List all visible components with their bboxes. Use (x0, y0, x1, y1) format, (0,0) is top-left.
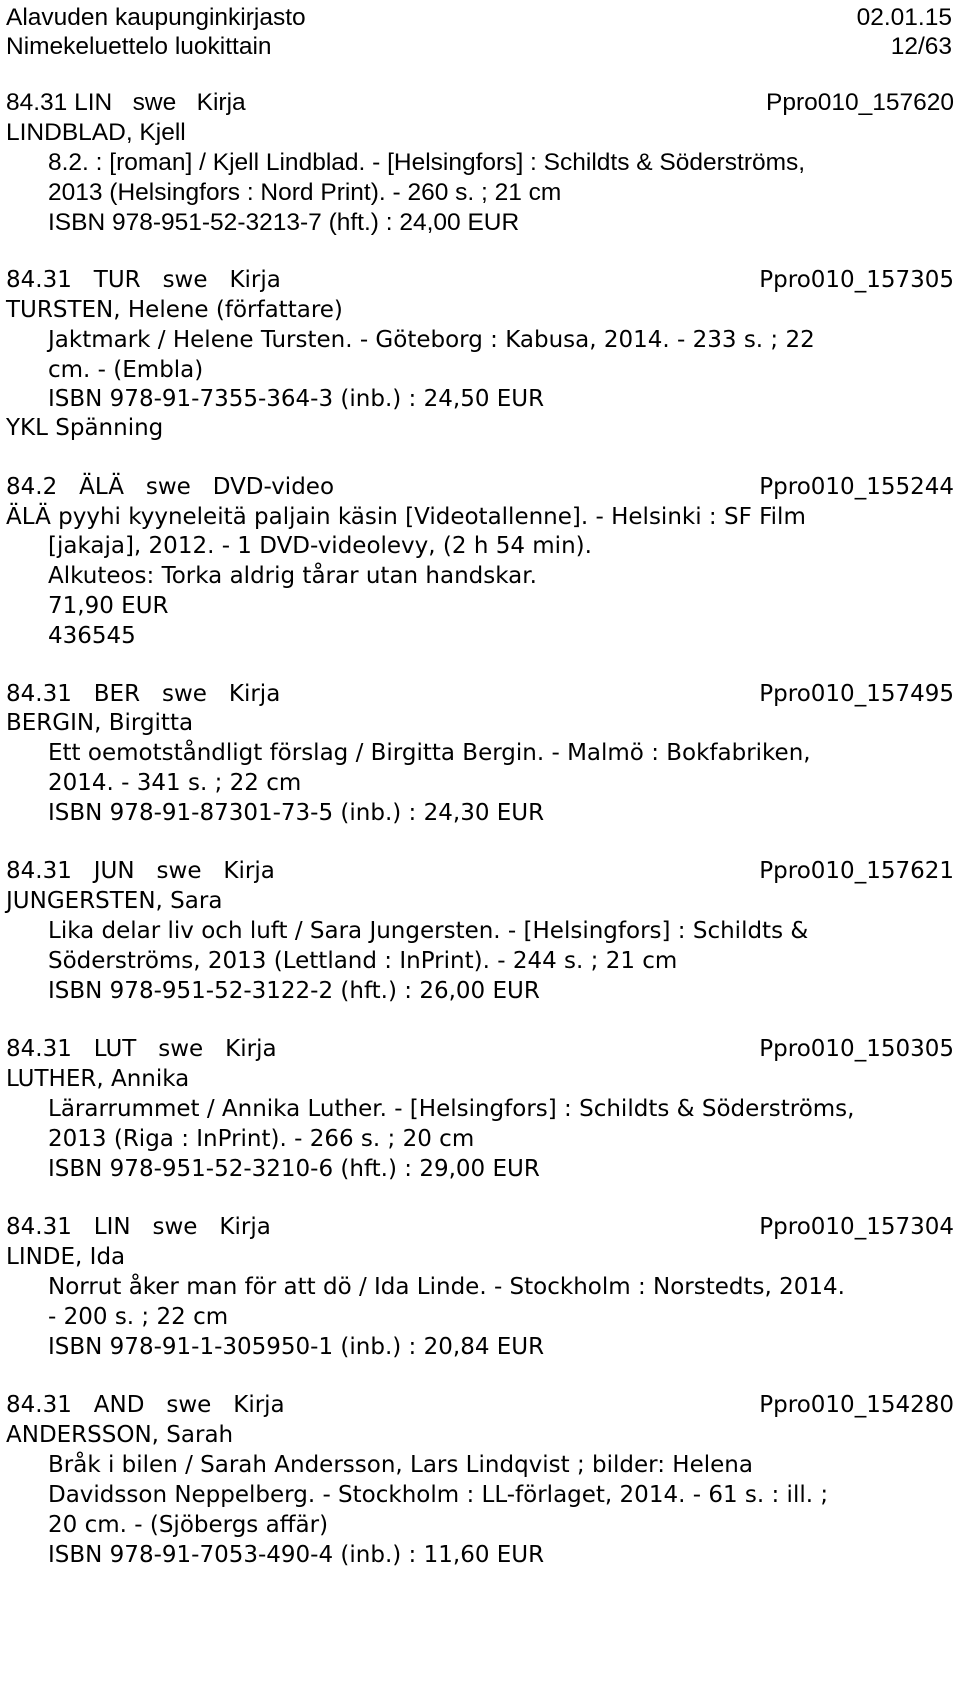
record-line: 2013 (Helsingfors : Nord Print). - 260 s. ; 21 cm (48, 179, 562, 206)
record-line: Lika delar liv och luft / Sara Jungersten. - [Helsingfors] : Schildts & (48, 918, 809, 944)
record-heading: 84.31 BER swe Kirja (6, 681, 281, 707)
record-id: Ppro010_157621 (759, 858, 954, 884)
record-id: Ppro010_157305 (759, 267, 954, 293)
record-line: 20 cm. - (Sjöbergs affär) (48, 1512, 329, 1538)
record-author: BERGIN, Birgitta (6, 710, 194, 736)
library-name: Alavuden kaupunginkirjasto (6, 4, 306, 31)
record-line: Davidsson Neppelberg. - Stockholm : LL-förlaget, 2014. - 61 s. : ill. ; (48, 1482, 829, 1508)
record-author: ANDERSSON, Sarah (6, 1422, 234, 1448)
record-id: Ppro010_157304 (759, 1214, 954, 1240)
record-heading: 84.31 JUN swe Kirja (6, 858, 275, 884)
report-title: Nimekeluettelo luokittain (6, 33, 272, 60)
record-author: LUTHER, Annika (6, 1066, 190, 1092)
record-classification: YKL Spänning (6, 415, 164, 441)
record-heading: 84.31 LIN swe Kirja (6, 1214, 271, 1240)
record-title: ÄLÄ pyyhi kyyneleitä paljain käsin [Videotallenne]. - Helsinki : SF Film (6, 504, 806, 530)
record-line: 436545 (48, 623, 136, 649)
record-id: Ppro010_157495 (759, 681, 954, 707)
record-line: 71,90 EUR (48, 593, 169, 619)
record-heading: 84.31 TUR swe Kirja (6, 267, 281, 293)
record-line: Söderströms, 2013 (Lettland : InPrint). - 244 s. ; 21 cm (48, 948, 678, 974)
print-date: 02.01.15 (856, 4, 952, 31)
record-line: ISBN 978-91-87301-73-5 (inb.) : 24,30 EUR (48, 800, 545, 826)
record-line: Ett oemotståndligt förslag / Birgitta Bergin. - Malmö : Bokfabriken, (48, 740, 811, 766)
record-id: Ppro010_157620 (765, 89, 954, 116)
record-line: Norrut åker man för att dö / Ida Linde. - Stockholm : Norstedts, 2014. (48, 1274, 845, 1300)
record-line: ISBN 978-91-7053-490-4 (inb.) : 11,60 EUR (48, 1542, 545, 1568)
record-line: ISBN 978-91-1-305950-1 (inb.) : 20,84 EUR (48, 1334, 545, 1360)
record-line: ISBN 978-91-7355-364-3 (inb.) : 24,50 EUR (48, 386, 545, 412)
record-line: ISBN 978-951-52-3213-7 (hft.) : 24,00 EUR (48, 209, 520, 236)
record-heading: 84.31 AND swe Kirja (6, 1392, 285, 1418)
record-id: Ppro010_154280 (759, 1392, 954, 1418)
record-heading: 84.2 ÄLÄ swe DVD-video (6, 474, 335, 500)
record-author: JUNGERSTEN, Sara (6, 888, 223, 914)
record-author: TURSTEN, Helene (författare) (6, 297, 343, 323)
record-id: Ppro010_155244 (759, 474, 954, 500)
record-line: - 200 s. ; 22 cm (48, 1304, 229, 1330)
record-line: ISBN 978-951-52-3210-6 (hft.) : 29,00 EUR (48, 1156, 540, 1182)
record-line: 2014. - 341 s. ; 22 cm (48, 770, 302, 796)
record-line: Lärarrummet / Annika Luther. - [Helsingfors] : Schildts & Söderströms, (48, 1096, 855, 1122)
record-line: 8.2. : [roman] / Kjell Lindblad. - [Helsingfors] : Schildts & Söderströms, (48, 149, 806, 176)
page-number: 12/63 (890, 33, 952, 60)
record-line: ISBN 978-951-52-3122-2 (hft.) : 26,00 EUR (48, 978, 540, 1004)
record-line: cm. - (Embla) (48, 357, 204, 383)
record-heading: 84.31 LIN swe Kirja (6, 89, 246, 116)
record-line: Jaktmark / Helene Tursten. - Göteborg : Kabusa, 2014. - 233 s. ; 22 (48, 327, 815, 353)
record-id: Ppro010_150305 (759, 1036, 954, 1062)
record-line: 2013 (Riga : InPrint). - 266 s. ; 20 cm (48, 1126, 475, 1152)
record-line: [jakaja], 2012. - 1 DVD-videolevy, (2 h 54 min). (48, 533, 592, 559)
record-line: Alkuteos: Torka aldrig tårar utan handskar. (48, 563, 537, 589)
record-author: LINDE, Ida (6, 1244, 126, 1270)
record-line: Bråk i bilen / Sarah Andersson, Lars Lindqvist ; bilder: Helena (48, 1452, 753, 1478)
record-author: LINDBLAD, Kjell (6, 119, 186, 146)
record-heading: 84.31 LUT swe Kirja (6, 1036, 277, 1062)
